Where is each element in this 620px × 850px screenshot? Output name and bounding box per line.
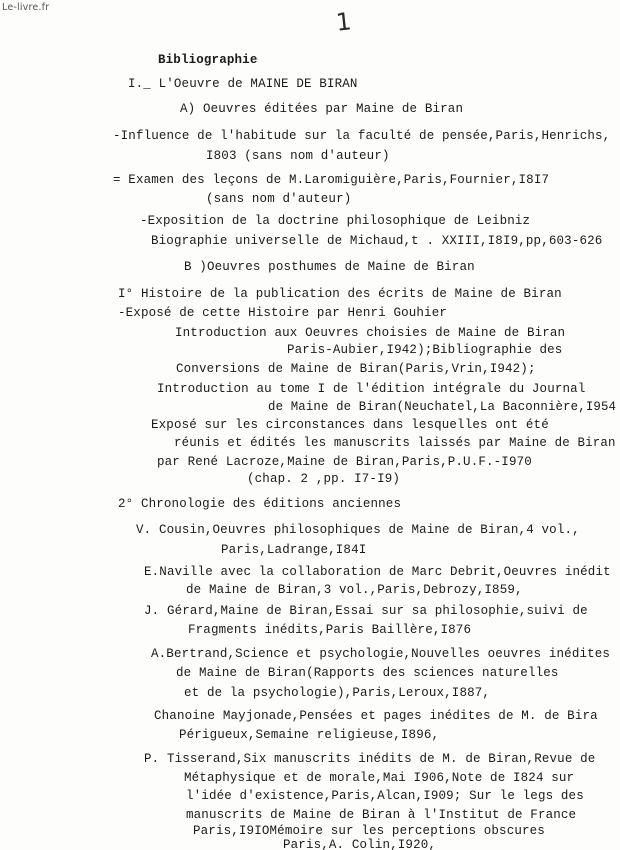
page-number: 1 bbox=[334, 7, 353, 37]
subsection-heading-oeuvres-editees: A) Oeuvres éditées par Maine de Biran bbox=[180, 102, 464, 116]
bibliography-entry-line: Exposé sur les circonstances dans lesquelles ont été bbox=[151, 418, 549, 432]
section-heading-oeuvre: I._ L'Oeuvre de MAINE DE BIRAN bbox=[128, 77, 358, 91]
bibliography-entry-line: Paris,I9IOMémoire sur les perceptions obscures bbox=[193, 824, 545, 838]
bibliography-entry-line: Introduction au tome I de l'édition intégrale du Journal bbox=[157, 382, 586, 396]
bibliography-entry-line: -Exposé de cette Histoire par Henri Gouhier bbox=[118, 306, 448, 320]
bibliography-entry-line: de Maine de Biran(Neuchatel,La Baconnière,I954 bbox=[268, 400, 617, 414]
subsection-heading-oeuvres-posthumes: B )Oeuvres posthumes de Maine de Biran bbox=[184, 260, 475, 274]
bibliography-entry-line: V. Cousin,Oeuvres philosophiques de Maine de Biran,4 vol., bbox=[136, 523, 580, 537]
numbered-heading-histoire: I° Histoire de la publication des écrits de Maine de Biran bbox=[118, 287, 562, 301]
document-title: Bibliographie bbox=[158, 53, 258, 67]
bibliography-entry-line: E.Naville avec la collaboration de Marc Debrit,Oeuvres inédit bbox=[144, 565, 611, 579]
bibliography-entry-line: I803 (sans nom d'auteur) bbox=[206, 149, 390, 163]
bibliography-entry-line: Paris,Ladrange,I84I bbox=[221, 543, 367, 557]
bibliography-entry-line: -Exposition de la doctrine philosophique de Leibniz bbox=[140, 214, 531, 228]
bibliography-entry-line: Fragments inédits,Paris Baillère,I876 bbox=[188, 623, 472, 637]
bibliography-entry-line: Conversions de Maine de Biran(Paris,Vrin,I942); bbox=[176, 362, 536, 376]
bibliography-entry-line: Paris,A. Colin,I920, bbox=[283, 838, 437, 850]
bibliography-entry-line: de Maine de Biran,3 vol.,Paris,Debrozy,I859, bbox=[186, 583, 523, 597]
bibliography-entry-line: manuscrits de Maine de Biran à l'Institut de France bbox=[186, 808, 577, 822]
bibliography-entry-line: -Influence de l'habitude sur la faculté de pensée,Paris,Henrichs, bbox=[113, 129, 611, 143]
bibliography-entry-line: Paris-Aubier,I942);Bibliographie des bbox=[287, 343, 563, 357]
bibliography-entry-line: (sans nom d'auteur) bbox=[206, 192, 352, 206]
bibliography-entry-line: Introduction aux Oeuvres choisies de Maine de Biran bbox=[175, 326, 566, 340]
bibliography-entry-line: P. Tisserand,Six manuscrits inédits de M. de Biran,Revue de bbox=[144, 752, 596, 766]
bibliography-entry-line: A.Bertrand,Science et psychologie,Nouvelles oeuvres inédites bbox=[151, 647, 611, 661]
bibliography-entry-line: et de la psychologie),Paris,Leroux,I887, bbox=[184, 686, 491, 700]
bibliography-entry-line: Biographie universelle de Michaud,t . XXIII,I8I9,pp,603-626 bbox=[151, 234, 603, 248]
bibliography-entry-line: Périgueux,Semaine religieuse,I896, bbox=[179, 728, 440, 742]
bibliography-entry-line: de Maine de Biran(Rapports des sciences naturelles bbox=[176, 666, 559, 680]
bibliography-entry-line: (chap. 2 ,pp. I7-I9) bbox=[247, 472, 401, 486]
bibliography-entry-line: = Examen des leçons de M.Laromiguière,Paris,Fournier,I8I7 bbox=[113, 173, 550, 187]
watermark-label: Le-livre.fr bbox=[2, 2, 50, 13]
bibliography-entry-line: réunis et édités les manuscrits laissés par Maine de Biran bbox=[174, 436, 616, 450]
bibliography-entry-line: l'idée d'existence,Paris,Alcan,I909; Sur le legs des bbox=[186, 789, 584, 803]
bibliography-entry-line: par René Lacroze,Maine de Biran,Paris,P.U.F.-I970 bbox=[157, 455, 532, 469]
bibliography-entry-line: Métaphysique et de morale,Mai I906,Note de I824 sur bbox=[184, 771, 575, 785]
bibliography-entry-line: J. Gérard,Maine de Biran,Essai sur sa philosophie,suivi de bbox=[144, 604, 588, 618]
bibliography-entry-line: Chanoine Mayjonade,Pensées et pages inédites de M. de Bira bbox=[154, 709, 598, 723]
numbered-heading-chronologie: 2° Chronologie des éditions anciennes bbox=[118, 497, 402, 511]
